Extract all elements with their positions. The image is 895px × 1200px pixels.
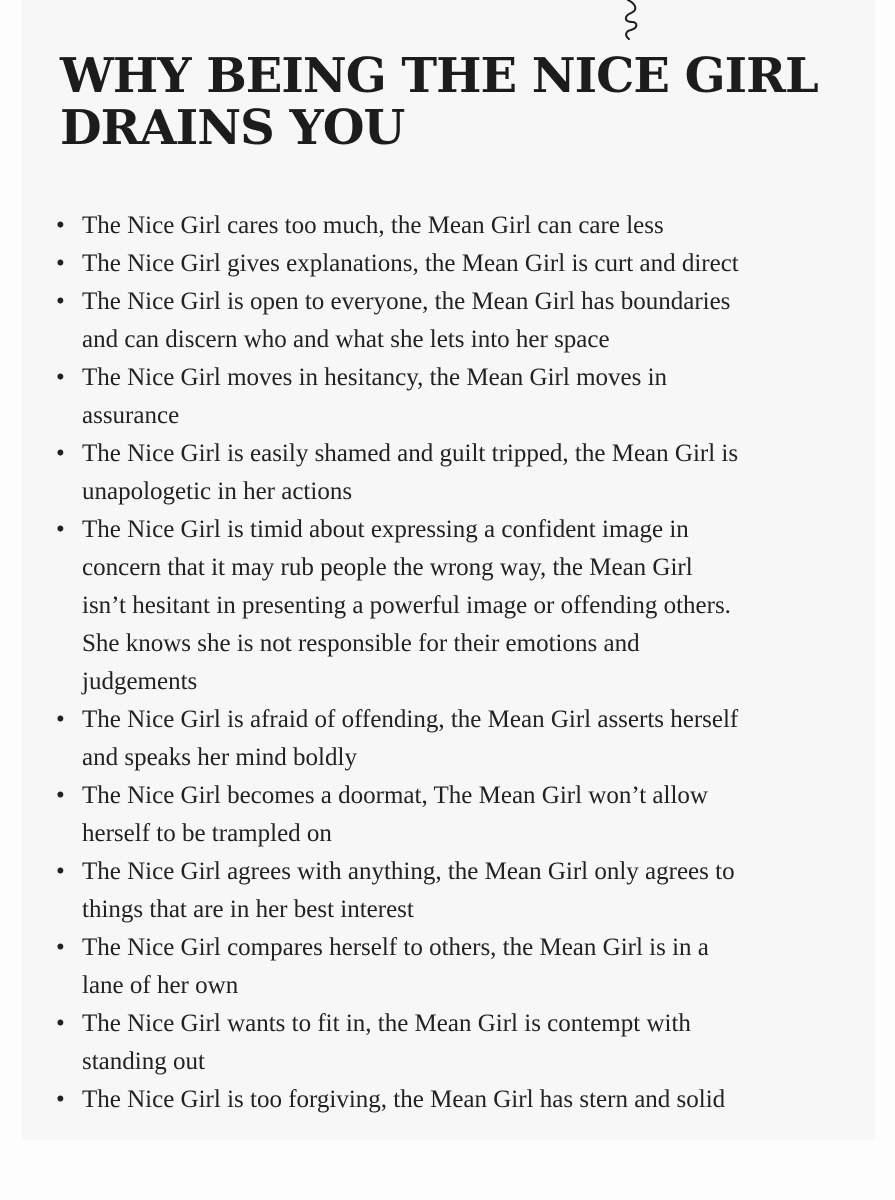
bullet-dot: • <box>56 1086 65 1113</box>
bullet-dot: • <box>56 706 65 733</box>
bullet-dot: • <box>56 440 65 467</box>
list-item <box>52 283 852 359</box>
bullet-dot: • <box>56 1010 65 1037</box>
list-item <box>52 1081 852 1119</box>
list-item <box>52 1005 852 1081</box>
list-item-text: The Nice Girl cares too much, the Mean Girl can care less <box>82 212 664 239</box>
list-item-text: The Nice Girl is afraid of offending, the Mean Girl asserts herself and speaks her mind boldly <box>82 706 739 771</box>
list-item <box>52 245 852 283</box>
list-item-text: The Nice Girl becomes a doormat, The Mean Girl won’t allow herself to be trampled on <box>82 782 708 847</box>
title-line-1: WHY BEING THE NICE GIRL <box>60 48 818 104</box>
bullet-dot: • <box>56 364 65 391</box>
list-item <box>52 853 852 929</box>
list-item <box>52 777 852 853</box>
bullet-list <box>52 207 852 1119</box>
list-item <box>52 511 852 701</box>
swirl-ornament-icon <box>616 0 642 40</box>
bullet-dot: • <box>56 212 65 239</box>
list-item-text: The Nice Girl is too forgiving, the Mean Girl has stern and solid <box>82 1086 726 1113</box>
list-item <box>52 359 852 435</box>
bullet-dot: • <box>56 250 65 277</box>
list-item <box>52 207 852 245</box>
list-item-text: The Nice Girl is easily shamed and guilt tripped, the Mean Girl is unapologetic in her actions <box>82 440 739 505</box>
list-item <box>52 701 852 777</box>
list-item-text: The Nice Girl is timid about expressing a confident image in concern that it may rub people the wrong way, the Mean Girl isn’t hesitant in presenting a powerful image or offending others. She knows she is not responsible for their emotions and judgements <box>82 516 731 695</box>
list-item-text: The Nice Girl agrees with anything, the Mean Girl only agrees to things that are in her best interest <box>82 858 735 923</box>
bullet-dot: • <box>56 934 65 961</box>
title-line-2: DRAINS YOU <box>60 100 405 156</box>
list-item-text: The Nice Girl is open to everyone, the Mean Girl has boundaries and can discern who and what she lets into her space <box>82 288 731 353</box>
bullet-dot: • <box>56 782 65 809</box>
bullet-dot: • <box>56 516 65 543</box>
bullet-dot: • <box>56 288 65 315</box>
list-item-text: The Nice Girl wants to fit in, the Mean Girl is contempt with standing out <box>82 1010 691 1075</box>
list-item-text: The Nice Girl gives explanations, the Mean Girl is curt and direct <box>82 250 739 277</box>
bullet-dot: • <box>56 858 65 885</box>
list-item-text: The Nice Girl moves in hesitancy, the Mean Girl moves in assurance <box>82 364 668 429</box>
page-title <box>60 50 860 154</box>
list-item <box>52 929 852 1005</box>
list-item <box>52 435 852 511</box>
list-item-text: The Nice Girl compares herself to others, the Mean Girl is in a lane of her own <box>82 934 709 999</box>
